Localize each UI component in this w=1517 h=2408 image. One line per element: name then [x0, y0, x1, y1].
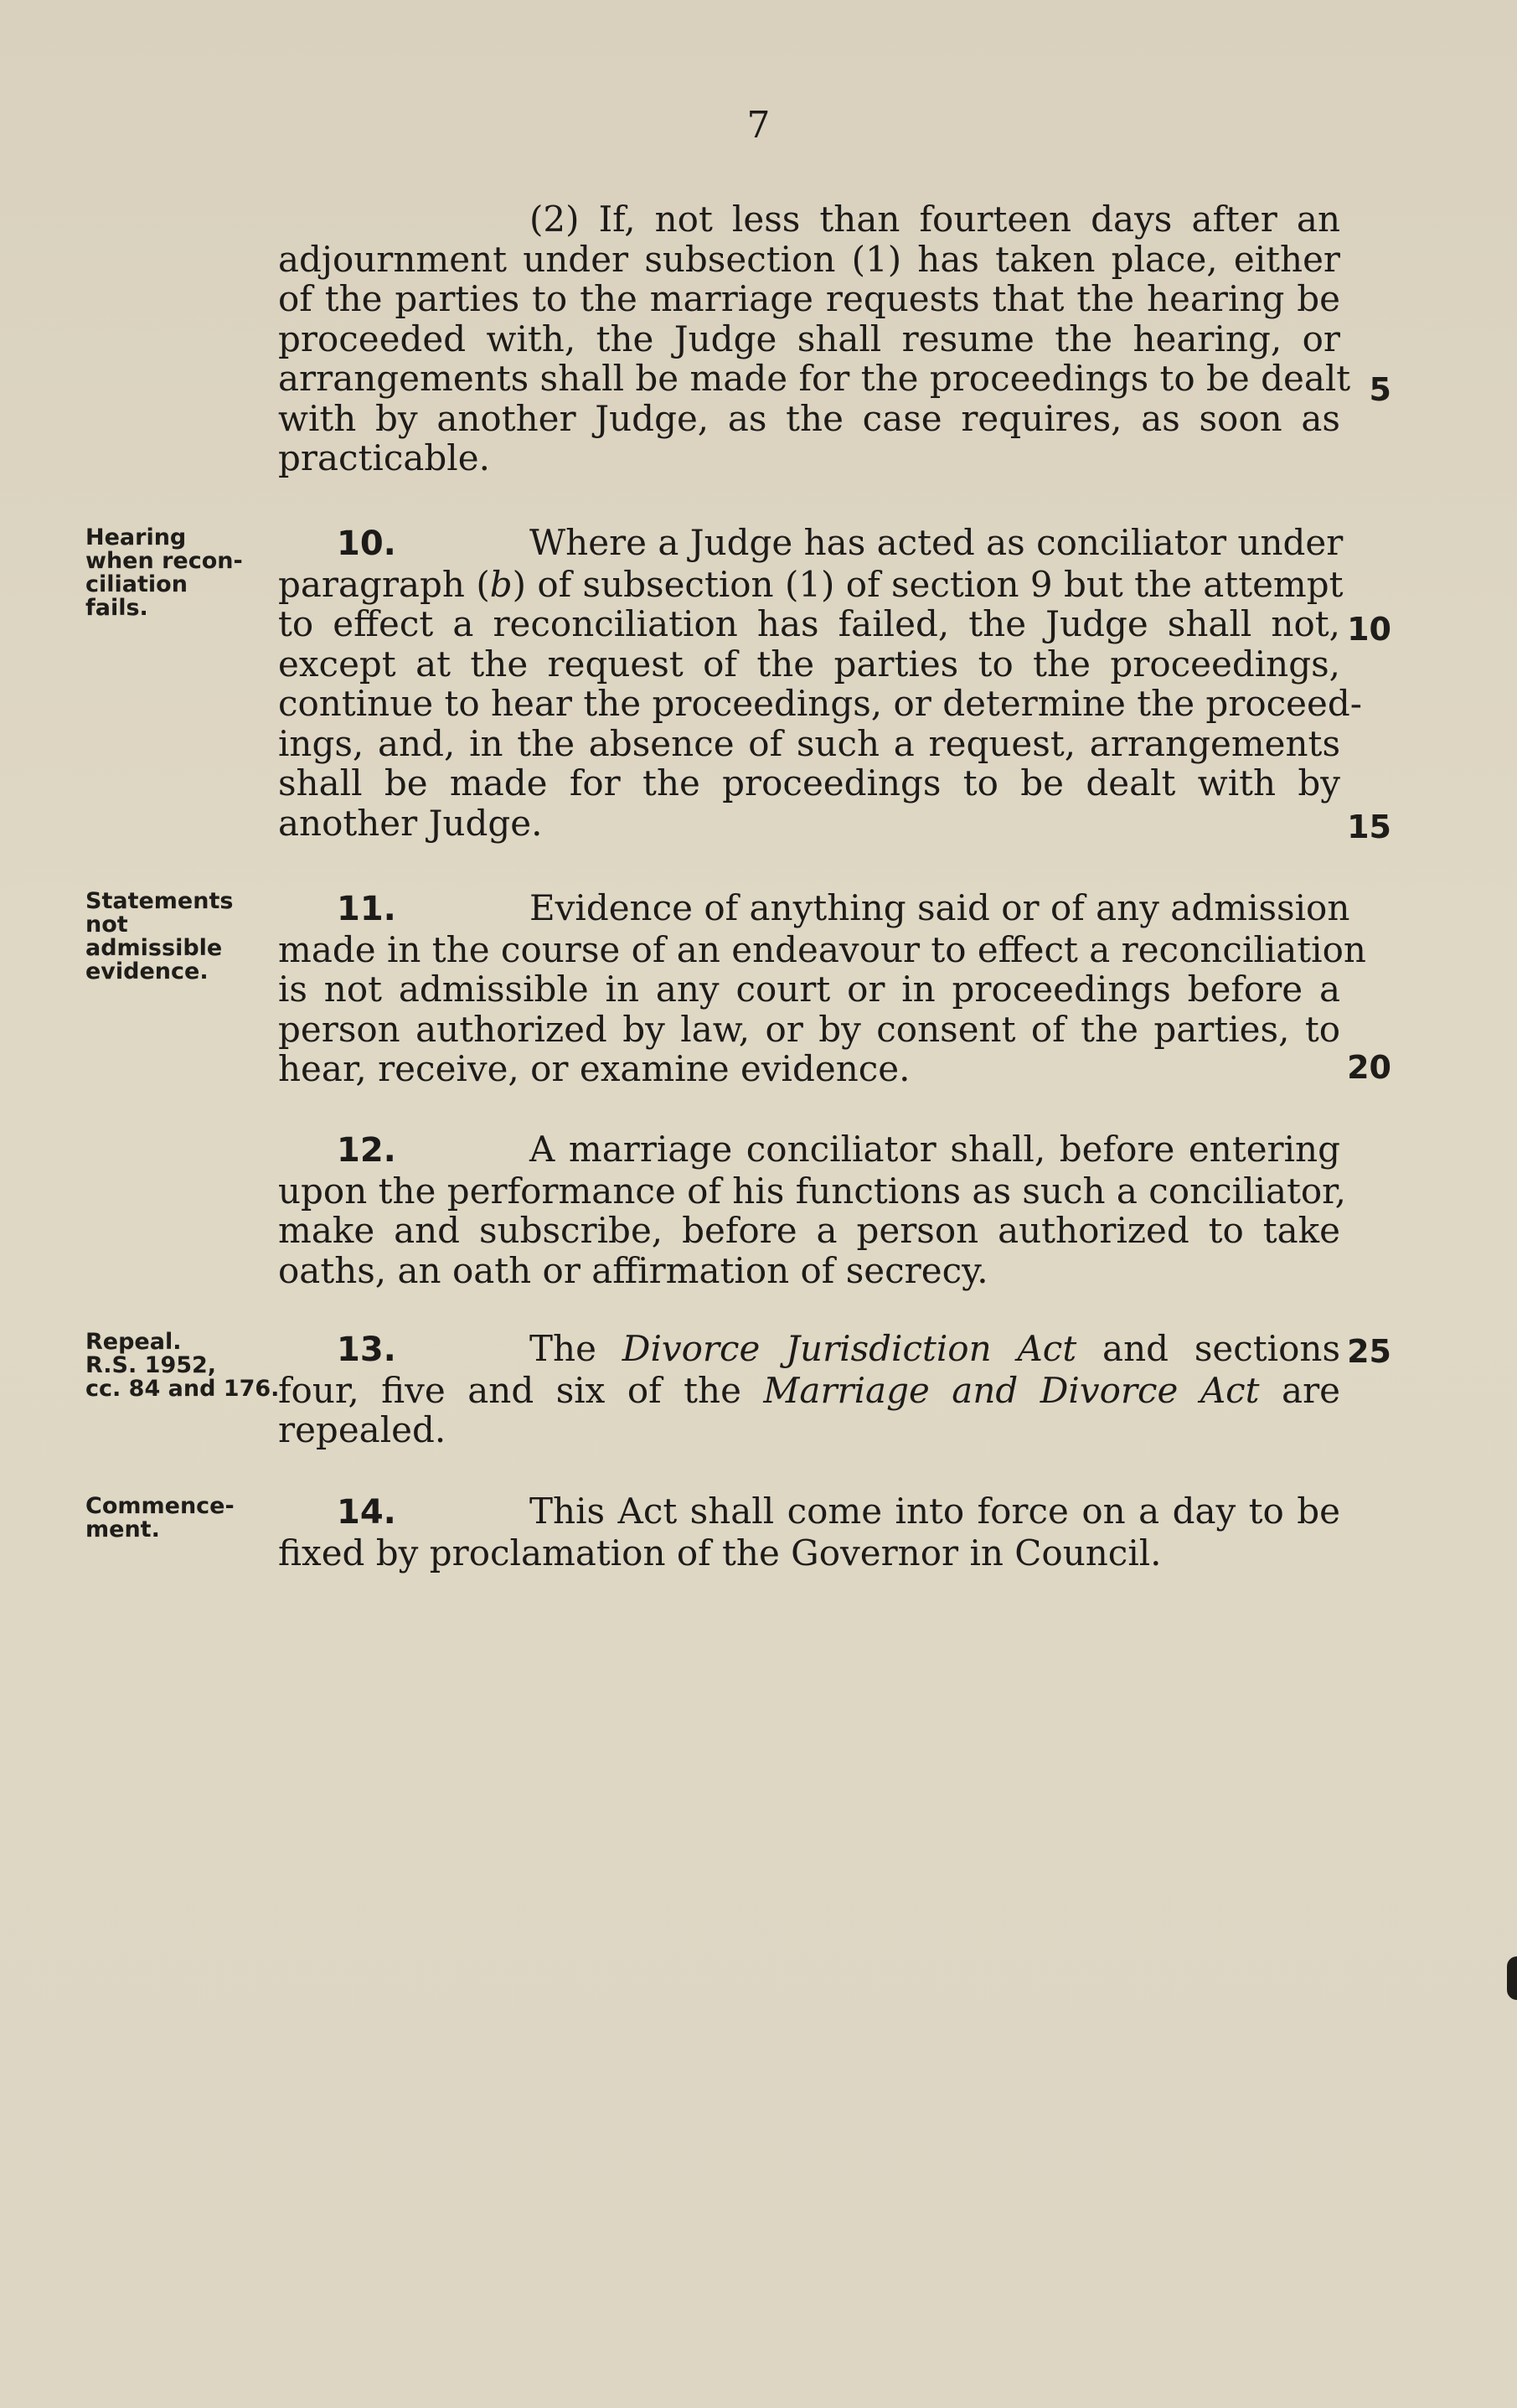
text-line: 10. Where a Judge has acted as conciliator under [278, 523, 1340, 565]
text-line: made in the course of an endeavour to effect a reconciliation [278, 928, 1366, 970]
text-line: person authorized by law, or by consent of the parties, to [278, 1008, 1340, 1050]
section-number: 11. [337, 890, 396, 928]
text-line: shall be made for the proceedings to be dealt with by [278, 762, 1340, 804]
line-number-5: 5 [1369, 371, 1391, 408]
page-edge-mark [1507, 1956, 1517, 2000]
section-11 [278, 887, 1366, 1089]
text-line: 14. This Act shall come into force on a day to be [278, 1491, 1340, 1533]
section-number: 12. [337, 1131, 396, 1170]
text-line: 13. The Divorce Jurisdiction Act and sections [278, 1329, 1340, 1371]
section-10 [278, 522, 1362, 844]
text-line: 11. Evidence of anything said or of any admission [278, 888, 1340, 930]
text-line: four, five and six of the Marriage and Divorce Act are [278, 1369, 1340, 1411]
section-13 [278, 1329, 1340, 1450]
margin-note-section-10: Hearing when recon- ciliation fails. [85, 524, 243, 621]
text-line: of the parties to the marriage requests that the hearing be [278, 278, 1340, 319]
text-line: proceeded with, the Judge shall resume the hearing, or [278, 318, 1340, 359]
text-line: paragraph (b) of subsection (1) of section 9 but the attempt [278, 563, 1344, 605]
page-number: 7 [746, 104, 771, 147]
text-line: continue to hear the proceedings, or determine the proceed- [278, 683, 1362, 724]
text-line: practicable. [278, 437, 490, 478]
line-number-25: 25 [1347, 1333, 1391, 1370]
line-number-20: 20 [1347, 1049, 1391, 1086]
text-line: adjournment under subsection (1) has taken place, either [278, 238, 1340, 280]
text-line: (2) If, not less than fourteen days after an [529, 199, 1340, 240]
section-number: 10. [337, 524, 396, 563]
section-number: 13. [337, 1331, 396, 1369]
margin-note-section-14: Commence- ment. [85, 1493, 235, 1542]
section-number: 14. [337, 1493, 396, 1532]
section-12 [278, 1129, 1346, 1291]
text-line: fixed by proclamation of the Governor in Council. [278, 1532, 1162, 1573]
margin-note-section-11: Statements not admissible evidence. [85, 888, 234, 984]
text-line: to effect a reconciliation has failed, the Judge shall not, [278, 603, 1340, 644]
text-line: oaths, an oath or affirmation of secrecy. [278, 1249, 988, 1291]
section-14 [278, 1491, 1340, 1573]
text-line: upon the performance of his functions as such a conciliator, [278, 1170, 1346, 1212]
line-number-15: 15 [1347, 809, 1391, 845]
subsection-9-2 [278, 199, 1351, 478]
line-number-10: 10 [1347, 611, 1391, 648]
text-line: another Judge. [278, 802, 543, 844]
text-line: with by another Judge, as the case requires, as soon as [278, 397, 1340, 439]
text-line: hear, receive, or examine evidence. [278, 1048, 911, 1089]
text-line: ings, and, in the absence of such a request, arrangements [278, 722, 1340, 764]
text-line: repealed. [278, 1409, 446, 1450]
text-line: is not admissible in any court or in proceedings before a [278, 969, 1340, 1010]
margin-note-section-13: Repeal. R.S. 1952, cc. 84 and 176. [85, 1329, 280, 1402]
text-line: 12. A marriage conciliator shall, before entering [278, 1129, 1340, 1171]
text-line: arrangements shall be made for the proceedings to be dealt [278, 358, 1351, 399]
text-line: make and subscribe, before a person authorized to take [278, 1210, 1340, 1251]
text-line: except at the request of the parties to the proceedings, [278, 643, 1340, 685]
